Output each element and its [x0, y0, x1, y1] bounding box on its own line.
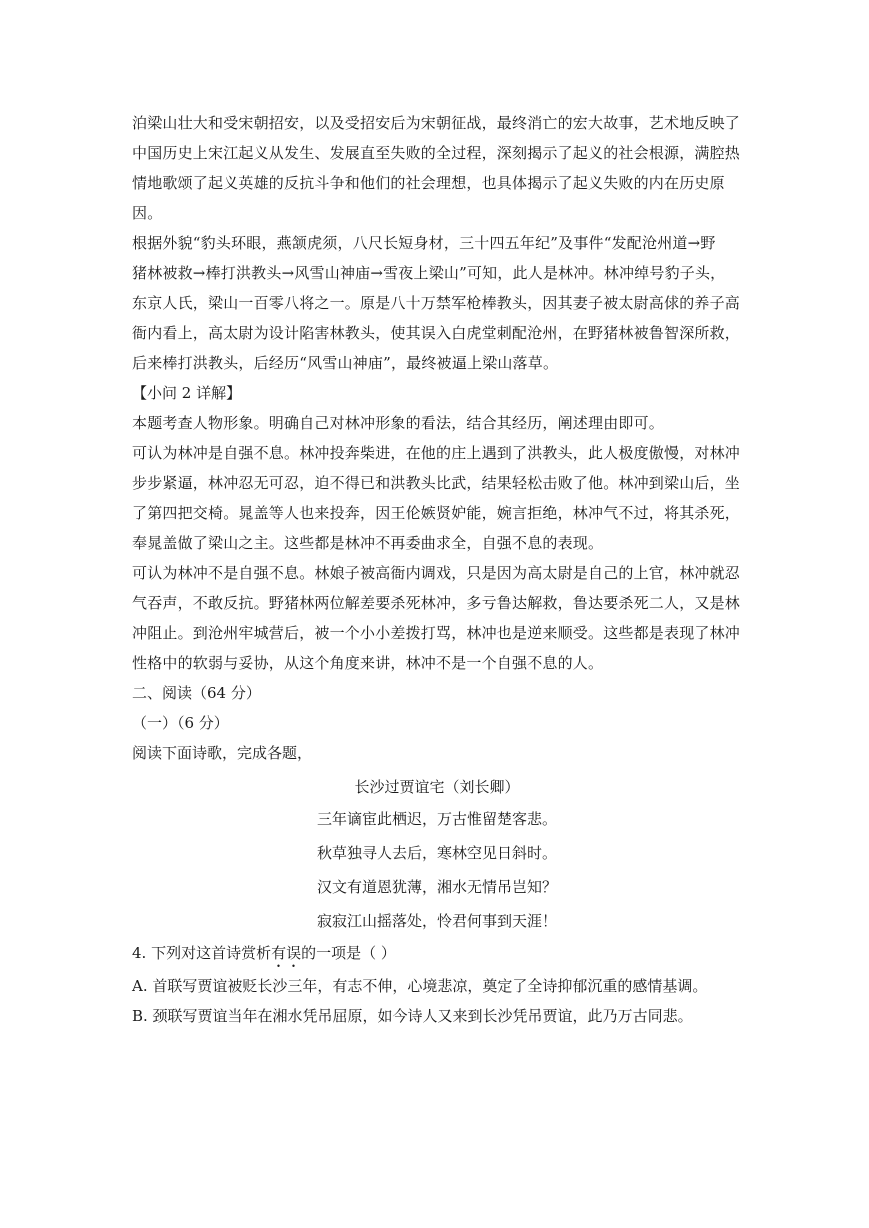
task-paragraph — [132, 408, 742, 438]
poem-line: 寂寂江山摇落处，怜君何事到天涯！ — [316, 912, 557, 930]
text-line: 本题考查人物形象。明确自己对林冲形象的看法，结合其经历，阐述理由即可。 — [132, 414, 665, 432]
text-line: 泊梁山壮大和受宋朝招安，以及受招安后为宋朝征战，最终消亡的宏大故事，艺术地反映了 — [132, 114, 741, 132]
subsection-heading: （一）（6 分） — [132, 714, 229, 732]
text-line: 衙内看上，高太尉为设计陷害林教头，使其误入白虎堂刺配沧州，在野猪林被鲁智深所救， — [132, 324, 741, 342]
sub-question-heading: 【小问 2 详解】 — [132, 384, 242, 402]
text-line: 性格中的软弱与妥协，从这个角度来讲，林冲不是一个自强不息的人。 — [132, 654, 604, 672]
text-line: 气吞声，不敢反抗。野猪林两位解差要杀死林冲，多亏鲁达解救，鲁达要杀死二人，又是林 — [132, 594, 741, 612]
text-line: 可认为林冲是自强不息。林冲投奔柴进，在他的庄上遇到了洪教头，此人极度傲慢，对林冲 — [132, 444, 741, 462]
text-line: 步步紧逼，林冲忍无可忍，迫不得已和洪教头比武，结果轻松击败了他。林冲到梁山后，坐 — [132, 474, 741, 492]
text-line: 可认为林冲不是自强不息。林娘子被高衙内调戏，只是因为高太尉是自己的上官，林冲就忍 — [132, 564, 741, 582]
lin-chong-paragraph — [132, 228, 742, 378]
intro-paragraph — [132, 108, 742, 228]
view-strong-paragraph — [132, 438, 742, 558]
text-line: 情地歌颂了起义英雄的反抗斗争和他们的社会理想，也具体揭示了起义失败的内在历史原 — [132, 174, 725, 192]
section-heading: 二、阅读（64 分） — [132, 684, 261, 702]
text-line: 因。 — [132, 204, 163, 222]
text-line: 了第四把交椅。晁盖等人也来投奔，因王伦嫉贤妒能，婉言拒绝，林冲气不过，将其杀死， — [132, 504, 741, 522]
text-line: 中国历史上宋江起义从发生、发展直至失败的全过程，深刻揭示了起义的社会根源，满腔热 — [132, 144, 741, 162]
document-page — [132, 108, 742, 1031]
text-line: 猪林被救→棒打洪教头→风雪山神庙→雪夜上梁山”可知，此人是林冲。林冲绰号豹子头， — [132, 264, 726, 282]
text-line: 根据外貌“豹头环眼，燕颔虎须，八尺长短身材，三十四五年纪”及事件“发配沧州道→野 — [132, 234, 716, 252]
question-4-option-b: B. 颈联写贾谊当年在湘水凭吊屈原，如今诗人又来到长沙凭吊贾谊，此乃万古同悲。 — [132, 1007, 693, 1025]
question-4-emphasis: 有误 — [271, 944, 302, 962]
poem-title: 长沙过贾谊宅（刘长卿） — [354, 778, 520, 796]
question-4-stem — [132, 938, 742, 971]
question-4-suffix: 的一项是（ ） — [301, 944, 396, 962]
question-4-prefix: 4. 下列对这首诗赏析 — [132, 944, 272, 962]
poem — [132, 772, 742, 938]
text-line: 奉晁盖做了梁山之主。这些都是林冲不再委曲求全，自强不息的表现。 — [132, 534, 604, 552]
text-line: 后来棒打洪教头，后经历“风雪山神庙”，最终被逼上梁山落草。 — [132, 354, 559, 372]
poem-line: 三年谪宦此栖迟，万古惟留楚客悲。 — [316, 810, 557, 828]
reading-instruction: 阅读下面诗歌，完成各题， — [132, 744, 313, 762]
poem-line: 汉文有道恩犹薄，湘水无情吊岂知？ — [316, 878, 557, 896]
poem-line: 秋草独寻人去后，寒林空见日斜时。 — [316, 844, 557, 862]
view-weak-paragraph — [132, 558, 742, 678]
text-line: 东京人氏，梁山一百零八将之一。原是八十万禁军枪棒教头，因其妻子被太尉高俅的养子高 — [132, 294, 741, 312]
text-line: 冲阻止。到沧州牢城营后，被一个小小差拨打骂，林冲也是逆来顺受。这些都是表现了林冲 — [132, 624, 741, 642]
question-4-option-a: A. 首联写贾谊被贬长沙三年，有志不伸，心境悲凉，奠定了全诗抑郁沉重的感情基调。 — [132, 977, 708, 995]
